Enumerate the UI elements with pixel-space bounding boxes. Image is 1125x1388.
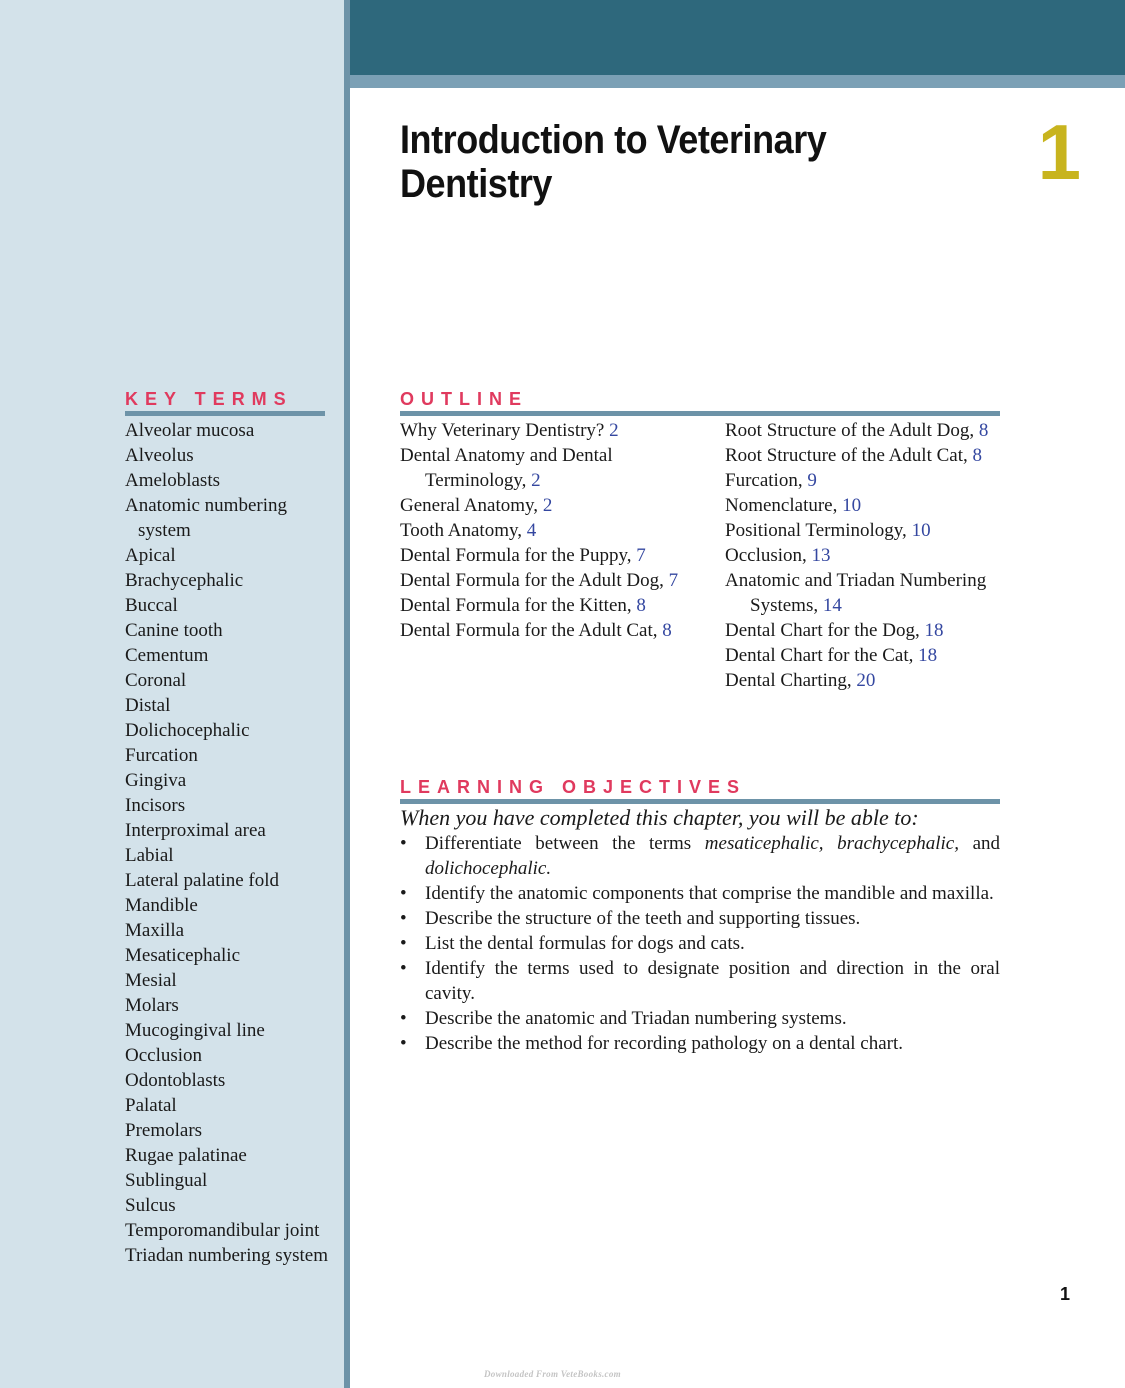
objective-text: List the dental formulas for dogs and cats. [425,933,745,954]
key-term: Mesial [125,970,177,991]
bullet-icon: • [400,1008,407,1029]
outline-entry [725,643,1000,668]
outline-entry-text: Dental Formula for the Kitten, [400,595,632,616]
key-term: Furcation [125,745,198,766]
objective-term: dolichocephalic. [425,858,552,879]
objective-item [400,931,1000,956]
key-term: Alveolar mucosa [125,420,255,441]
outline-page-ref: 4 [526,520,537,541]
outline-page-ref: 7 [636,545,646,566]
key-term: Triadan numbering system [125,1245,329,1266]
objective-text: Describe the anatomic and Triadan numbering systems. [425,1008,847,1029]
objective-item [400,956,1000,1006]
learning-objectives-heading: LEARNING OBJECTIVES [400,775,1000,804]
outline-entry-text: Occlusion, [725,545,807,566]
outline-entry [725,568,1000,618]
outline-heading: OUTLINE [400,387,1000,416]
outline-entry-text: Why Veterinary Dentistry? [400,420,605,441]
outline-entry [725,543,1000,568]
outline-entry-text: General Anatomy, [400,495,539,516]
objective-item [400,906,1000,931]
outline-page-ref: 7 [668,570,679,591]
outline-entry [400,618,685,643]
objective-text: Describe the structure of the teeth and supporting tissues. [425,908,861,929]
key-term: Mandible [125,895,198,916]
key-term: Buccal [125,595,178,616]
outline-entry-text: Dental Chart for the Dog, [725,620,920,641]
key-term: Distal [125,695,171,716]
outline-entry-text: Dental Formula for the Adult Dog, [400,570,664,591]
key-term: Interproximal area [125,820,266,841]
key-term: Lateral palatine fold [125,870,280,891]
outline-page-ref: 8 [636,595,646,616]
outline-entry [400,593,685,618]
outline-entry-text: Dental Formula for the Puppy, [400,545,632,566]
bullet-icon: • [400,933,407,954]
key-term: Maxilla [125,920,185,941]
outline-page-ref: 2 [609,420,619,441]
outline-left-column [400,418,685,643]
outline-entry-text: Anatomic and Triadan Numbering Systems, [725,570,987,616]
outline-page-ref: 9 [807,470,817,491]
outline-entry [725,493,1000,518]
outline-right-column [725,418,1000,693]
outline-entry-text: Dental Charting, [725,670,852,691]
key-term: Mesaticephalic [125,945,241,966]
outline-entry-text: Dental Chart for the Cat, [725,645,914,666]
learning-objectives-list [400,831,1000,1056]
objective-item [400,831,1000,881]
key-term: Molars [125,995,179,1016]
outline-page-ref: 8 [662,620,672,641]
outline-page-ref: 2 [531,470,541,491]
key-term: Temporomandibular joint [125,1220,320,1241]
outline-entry [725,443,1000,468]
key-term: Odontoblasts [125,1070,226,1091]
key-term: Alveolus [125,445,194,466]
outline-page-ref: 10 [842,495,862,516]
outline-entry [400,443,685,493]
objective-item [400,881,1000,906]
objective-text: Identify the terms used to designate position and direction in the oral cavity. [425,958,1000,1004]
key-term: Occlusion [125,1045,203,1066]
sidebar-divider [344,0,350,1388]
outline-page-ref: 18 [918,645,938,666]
outline-entry-text: Tooth Anatomy, [400,520,522,541]
outline-page-ref: 14 [822,595,842,616]
key-term: Premolars [125,1120,203,1141]
outline-page-ref: 20 [856,670,876,691]
bullet-icon: • [400,833,407,854]
outline-page-ref: 2 [542,495,553,516]
outline-page-ref: 8 [972,445,983,466]
outline-entry [725,468,1000,493]
outline-entry [725,518,1000,543]
bullet-icon: • [400,908,407,929]
objective-text: Describe the method for recording pathology on a dental chart. [425,1033,903,1054]
key-term: Coronal [125,670,187,691]
header-stripe [350,75,1125,88]
key-term: Palatal [125,1095,177,1116]
key-term: Gingiva [125,770,187,791]
key-term: Labial [125,845,174,866]
outline-entry [400,493,685,518]
outline-entry-text: Nomenclature, [725,495,838,516]
bullet-icon: • [400,1033,407,1054]
key-term: Brachycephalic [125,570,244,591]
outline-entry [725,618,1000,643]
key-term: Cementum [125,645,209,666]
key-term: Rugae palatinae [125,1145,247,1166]
outline-entry-text: Positional Terminology, [725,520,907,541]
bullet-icon: • [400,883,407,904]
key-term: Dolichocephalic [125,720,250,741]
key-term: Sulcus [125,1195,176,1216]
outline-entry [725,418,1000,443]
outline-entry-text: Dental Formula for the Adult Cat, [400,620,658,641]
watermark: Downloaded From VeteBooks.com [484,1369,621,1379]
outline-entry [400,418,685,443]
key-term: Sublingual [125,1170,208,1191]
key-term: Mucogingival line [125,1020,265,1041]
key-term: Canine tooth [125,620,223,641]
outline-page-ref: 13 [811,545,831,566]
outline-page-ref: 18 [924,620,944,641]
outline-entry-text: Root Structure of the Adult Dog, [725,420,975,441]
chapter-title: Introduction to Veterinary Dentistry [400,118,827,206]
chapter-number: 1 [1037,108,1081,196]
objective-term: brachycephalic, [837,833,959,854]
key-terms-heading: KEY TERMS [125,387,325,416]
objective-text: Differentiate between the terms [425,833,705,854]
objective-item [400,1031,1000,1056]
outline-entry [725,668,1000,693]
outline-entry [400,543,685,568]
objective-item [400,1006,1000,1031]
bullet-icon: • [400,958,407,979]
outline-page-ref: 10 [911,520,931,541]
outline-entry [400,518,685,543]
key-terms-list [125,418,330,1268]
outline-page-ref: 8 [978,420,989,441]
outline-entry-text: Root Structure of the Adult Cat, [725,445,968,466]
key-term: Ameloblasts [125,470,220,491]
objective-text: and [972,833,1001,854]
key-term: Apical [125,545,176,566]
objective-text: Identify the anatomic components that comprise the mandible and maxilla. [425,883,994,904]
key-term: Anatomic numbering system [125,495,287,541]
learning-objectives-intro: When you have completed this chapter, you will be able to: [400,805,919,830]
outline-entry-text: Dental Anatomy and Dental Terminology, [400,445,613,491]
key-term: Incisors [125,795,186,816]
objective-term: mesaticephalic, [704,833,824,854]
outline-entry-text: Furcation, [725,470,803,491]
header-band [350,0,1125,75]
outline-entry [400,568,685,593]
page-number: 1 [1060,1284,1071,1304]
